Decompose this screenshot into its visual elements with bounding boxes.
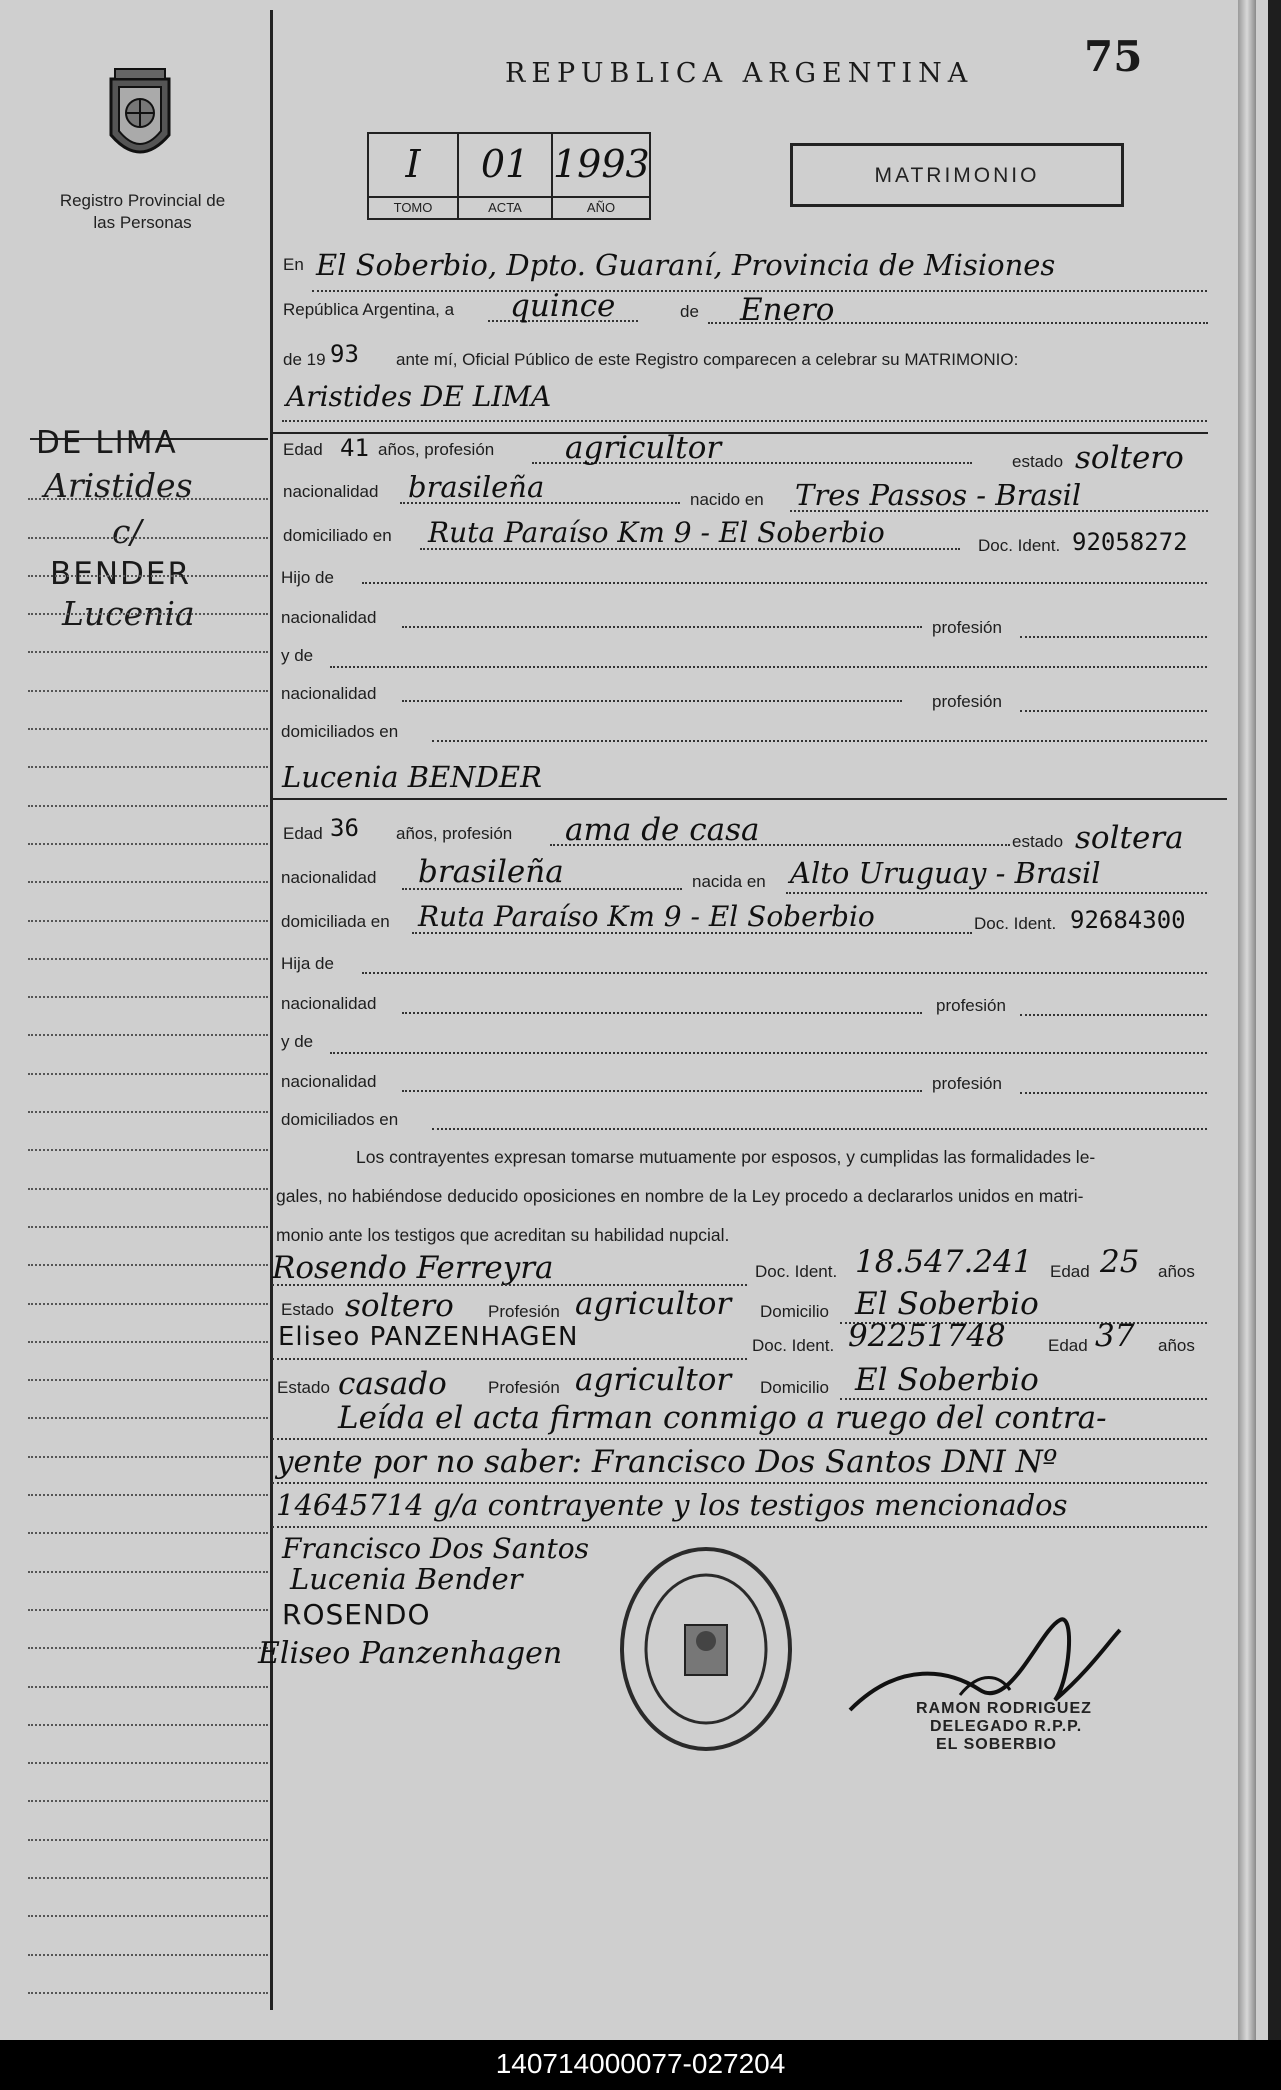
- groom-hijo-label: Hijo de: [281, 568, 334, 587]
- bride-birthplace: Alto Uruguay - Brasil: [790, 856, 1101, 890]
- witness2-age: 37: [1095, 1318, 1135, 1354]
- groom-status: soltero: [1075, 440, 1184, 476]
- day-value: quince: [510, 288, 616, 324]
- witness2-domicile: El Soberbio: [855, 1362, 1039, 1398]
- de-label: de: [680, 302, 699, 321]
- witness2-estado-label: Estado: [277, 1378, 330, 1397]
- groom-parent1-nac-label: nacionalidad: [281, 608, 377, 627]
- margin-divider: [270, 10, 273, 2010]
- witness1-anos-label: años: [1158, 1262, 1195, 1281]
- bride-hija-line: [362, 972, 1207, 974]
- groom-age: 41: [340, 434, 369, 462]
- bride-doc: 92684300: [1070, 906, 1186, 934]
- note-line-2: yente por no saber: Francisco Dos Santos DNI Nº: [276, 1444, 1058, 1480]
- groom-profession: agricultor: [565, 430, 722, 466]
- anio-value: 1993: [553, 142, 650, 186]
- signature-3: ROSENDO: [282, 1598, 431, 1631]
- witness1-doc-label: Doc. Ident.: [755, 1262, 838, 1281]
- tomo-label: TOMO: [369, 196, 457, 215]
- margin-name-1: DE LIMA: [36, 425, 178, 461]
- bride-estado-label: estado: [1012, 832, 1064, 851]
- bride-parent1-prof-line: [1020, 1014, 1207, 1016]
- bride-parent2-nac-label: nacionalidad: [281, 1072, 377, 1091]
- bride-parent2-prof-label: profesión: [932, 1074, 1002, 1093]
- witness1-edad-label: Edad: [1050, 1262, 1090, 1281]
- witness1-age: 25: [1100, 1244, 1140, 1280]
- signature-2: Lucenia Bender: [290, 1562, 523, 1596]
- groom-rule: [272, 432, 1208, 434]
- witness1-domicile: El Soberbio: [855, 1286, 1039, 1322]
- bride-profession: ama de casa: [565, 812, 760, 848]
- anio-cell: [553, 134, 649, 220]
- bride-yde-line: [330, 1052, 1207, 1054]
- groom-parent2-nac-line: [402, 700, 902, 702]
- bride-name: Lucenia BENDER: [282, 760, 542, 794]
- bride-yde-label: y de: [281, 1032, 314, 1051]
- note-line-3-rule: [272, 1526, 1207, 1528]
- bride-nacida-label: nacida en: [692, 872, 766, 891]
- year-value: 93: [330, 340, 359, 368]
- groom-domparents-line: [432, 740, 1207, 742]
- groom-nac-label: nacionalidad: [283, 482, 379, 501]
- groom-hijo-line: [362, 582, 1207, 584]
- provincial-crest-icon: [103, 65, 177, 175]
- acta-cell: [459, 134, 553, 220]
- month-value: Enero: [740, 292, 835, 328]
- witness1-name: Rosendo Ferreyra: [272, 1250, 554, 1286]
- acta-value: 01: [480, 142, 530, 186]
- record-type-box: [790, 143, 1124, 207]
- bride-parent2-prof-line: [1020, 1092, 1207, 1094]
- witness2-profession: agricultor: [575, 1362, 732, 1398]
- witness2-dom-label: Domicilio: [760, 1378, 829, 1397]
- witness2-doc: 92251748: [848, 1318, 1006, 1354]
- groom-birthplace: Tres Passos - Brasil: [795, 478, 1082, 512]
- intro-text: ante mí, Oficial Público de este Registro comparecen a celebrar su MATRIMONIO:: [396, 350, 1019, 369]
- witness2-name-line: [272, 1358, 747, 1360]
- groom-yde-label: y de: [281, 646, 314, 665]
- signature-4: Eliseo Panzenhagen: [258, 1636, 563, 1671]
- groom-nat-line: [400, 502, 680, 504]
- bride-rule: [272, 798, 1227, 800]
- witness2-name: Eliseo PANZENHAGEN: [278, 1322, 579, 1352]
- groom-parent2-prof-label: profesión: [932, 692, 1002, 711]
- witness2-anos-label: años: [1158, 1336, 1195, 1355]
- bride-parent1-prof-label: profesión: [936, 996, 1006, 1015]
- groom-nacido-label: nacido en: [690, 490, 764, 509]
- groom-dom-label: domiciliado en: [283, 526, 392, 545]
- groom-parent1-prof-line: [1020, 636, 1207, 638]
- footer-id: 140714000077-027204: [495, 2048, 786, 2079]
- official-place: EL SOBERBIO: [936, 1736, 1057, 1753]
- groom-birth-line: [790, 510, 1208, 512]
- witness2-doc-label: Doc. Ident.: [752, 1336, 835, 1355]
- note-line-2-rule: [272, 1482, 1207, 1484]
- registry-label: Registro Provincial de las Personas: [59, 191, 226, 232]
- declaration-line-2: gales, no habiéndose deducido oposiciones en nombre de la Ley procedo a declararlos unidos en matri-: [276, 1186, 1084, 1206]
- groom-name-line: [282, 420, 1207, 422]
- witness1-estado-label: Estado: [281, 1300, 334, 1319]
- bride-age: 36: [330, 814, 359, 842]
- record-number-box: [367, 132, 651, 220]
- witness1-dom-label: Domicilio: [760, 1302, 829, 1321]
- note-line-3: 14645714 g/a contrayente y los testigos mencionados: [276, 1488, 1068, 1522]
- bride-dom-line: [412, 932, 972, 934]
- margin-connector: c/: [112, 512, 142, 551]
- margin-name-2: Aristides: [44, 466, 193, 505]
- bride-birth-line: [786, 892, 1207, 894]
- year-prefix: de 19: [283, 350, 326, 369]
- en-label: En: [283, 255, 304, 274]
- bride-domparents-label: domiciliados en: [281, 1110, 399, 1129]
- declaration-line-3: monio ante los testigos que acreditan su habilidad nupcial.: [276, 1225, 730, 1245]
- witness1-prof-label: Profesión: [488, 1302, 560, 1321]
- groom-domicile: Ruta Paraíso Km 9 - El Soberbio: [428, 516, 885, 549]
- bride-nac-label: nacionalidad: [281, 868, 377, 887]
- tomo-value: I: [405, 142, 421, 186]
- groom-parent1-nac-line: [402, 626, 922, 628]
- bride-parent1-nac-line: [402, 1012, 922, 1014]
- margin-name-3: BENDER: [50, 556, 192, 592]
- signature-1: Francisco Dos Santos: [282, 1532, 589, 1565]
- note-line-1: Leída el acta firman conmigo a ruego del contra-: [338, 1400, 1107, 1436]
- groom-parent1-prof-label: profesión: [932, 618, 1002, 637]
- bride-parent2-nac-line: [402, 1090, 922, 1092]
- groom-anos-label: años, profesión: [378, 440, 495, 459]
- republica-label: República Argentina, a: [283, 300, 455, 319]
- declaration-line-1: Los contrayentes expresan tomarse mutuamente por esposos, y cumplidas las formalidades le-: [356, 1147, 1096, 1167]
- place-value: El Soberbio, Dpto. Guaraní, Provincia de Misiones: [316, 248, 1056, 282]
- scan-footer: [0, 2040, 1281, 2090]
- witness1-status: soltero: [345, 1288, 454, 1324]
- groom-dom-line: [420, 548, 960, 550]
- bride-nat-line: [402, 888, 682, 890]
- acta-label: ACTA: [459, 196, 551, 215]
- margin-name-4: Lucenia: [62, 594, 195, 633]
- page-number: 75: [1084, 32, 1143, 81]
- bride-domparents-line: [432, 1128, 1207, 1130]
- witness2-prof-label: Profesión: [488, 1378, 560, 1397]
- bride-status: soltera: [1075, 820, 1184, 856]
- tomo-cell: [369, 134, 459, 220]
- groom-edad-label: Edad: [283, 440, 323, 459]
- groom-domparents-label: domiciliados en: [281, 722, 399, 741]
- official-title: DELEGADO R.P.P.: [930, 1718, 1083, 1735]
- note-line-1-rule: [272, 1438, 1207, 1440]
- bride-dom-label: domiciliada en: [281, 912, 390, 931]
- witness1-doc: 18.547.241: [855, 1244, 1033, 1280]
- witness2-edad-label: Edad: [1048, 1336, 1088, 1355]
- groom-doc: 92058272: [1072, 528, 1188, 556]
- official-name: RAMON RODRIGUEZ: [916, 1700, 1092, 1717]
- groom-estado-label: estado: [1012, 452, 1064, 471]
- page-edge: [1238, 0, 1256, 2040]
- record-type-label: MATRIMONIO: [874, 164, 1040, 187]
- groom-yde-line: [330, 666, 1207, 668]
- bride-hija-label: Hija de: [281, 954, 334, 973]
- bride-doc-label: Doc. Ident.: [974, 914, 1057, 933]
- margin-ruled-lines: [28, 462, 268, 1994]
- groom-doc-label: Doc. Ident.: [978, 536, 1061, 555]
- bride-edad-label: Edad: [283, 824, 323, 843]
- official-seal-stamp: [617, 1545, 795, 1753]
- groom-nationality: brasileña: [408, 470, 545, 504]
- bride-domicile: Ruta Paraíso Km 9 - El Soberbio: [418, 900, 875, 933]
- groom-name: Aristides DE LIMA: [286, 380, 552, 413]
- witness1-profession: agricultor: [575, 1286, 732, 1322]
- witness2-status: casado: [338, 1366, 447, 1402]
- bride-nationality: brasileña: [418, 854, 564, 890]
- groom-parent2-nac-label: nacionalidad: [281, 684, 377, 703]
- groom-parent2-prof-line: [1020, 710, 1207, 712]
- anio-label: AÑO: [553, 196, 649, 215]
- country-title: REPUBLICA ARGENTINA: [505, 58, 974, 89]
- bride-parent1-nac-label: nacionalidad: [281, 994, 377, 1013]
- bride-anos-label: años, profesión: [396, 824, 513, 843]
